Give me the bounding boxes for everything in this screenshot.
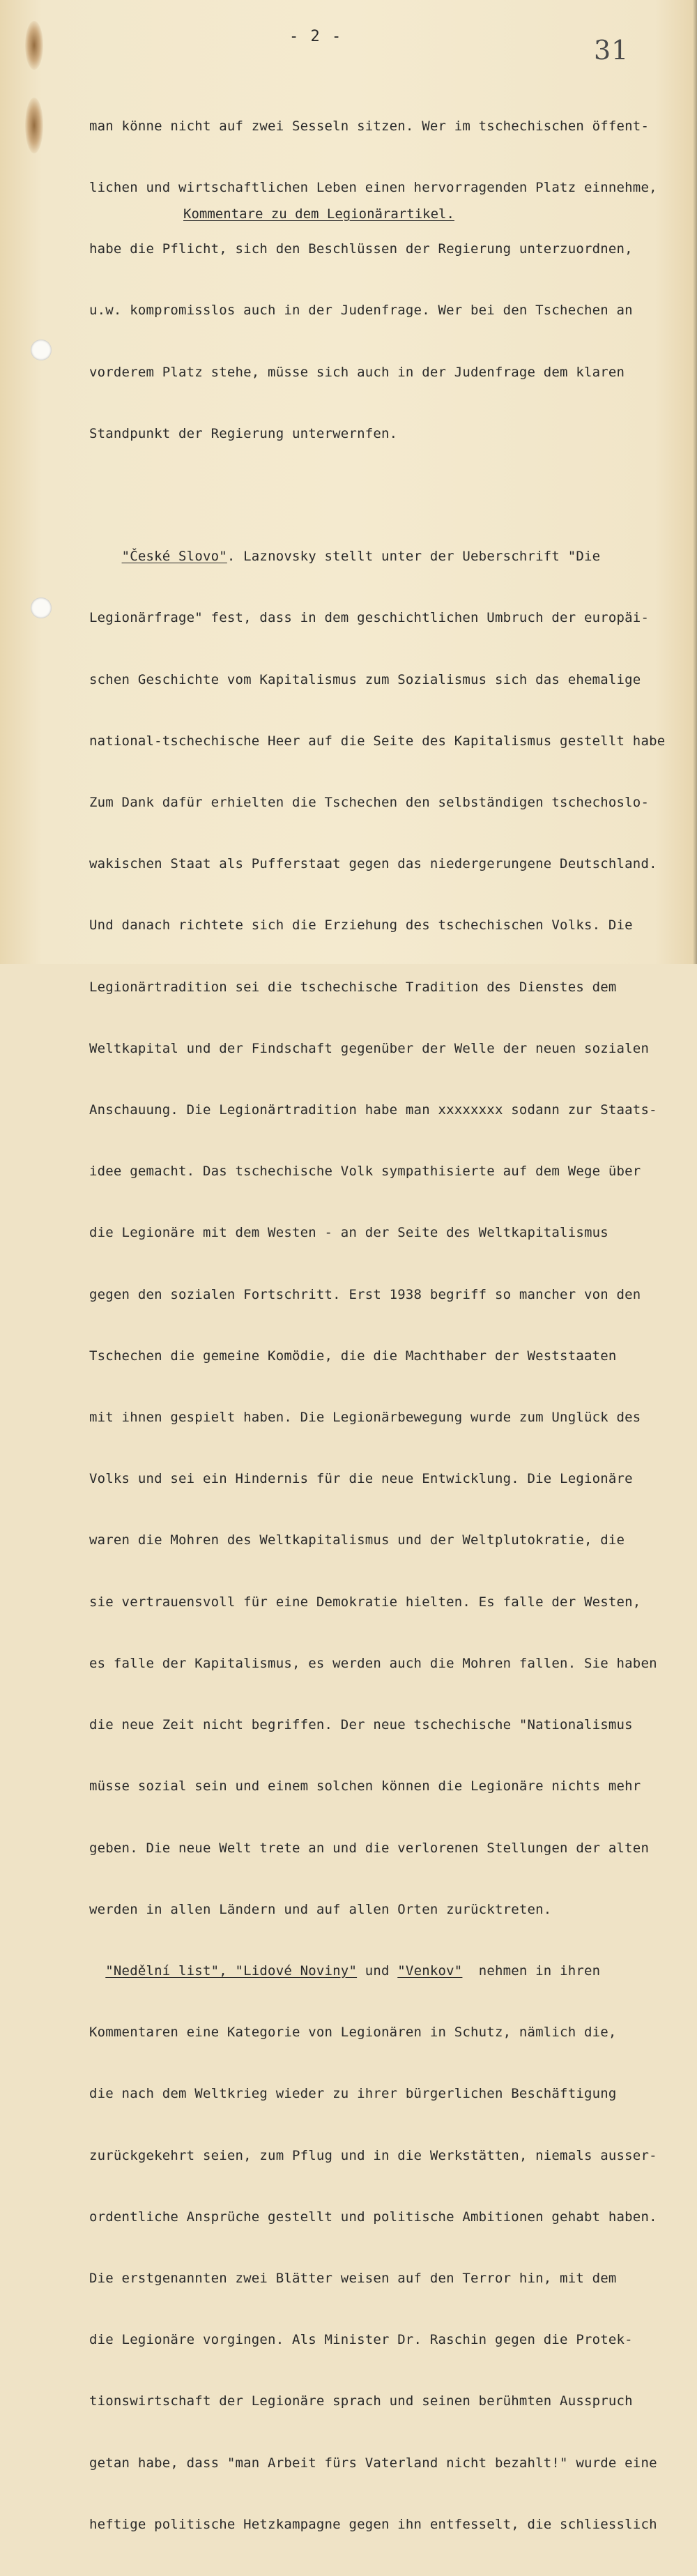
text-line <box>89 1961 682 1981</box>
text-line: Weltkapital und der Findschaft gegenüber der Welle der neuen sozialen <box>89 1040 650 1056</box>
text-line: Legionärfrage" fest, dass in dem geschichtlichen Umbruch der europäi- <box>89 610 650 626</box>
text-line: schen Geschichte vom Kapitalismus zum Sozialismus sich das ehemalige <box>89 671 641 687</box>
rust-stain <box>25 21 43 70</box>
text-line: man könne nicht auf zwei Sesseln sitzen. Wer im tschechischen öffent- <box>89 118 650 134</box>
text-line: es falle der Kapitalismus, es werden auch die Mohren fallen. Sie haben <box>89 1655 657 1671</box>
text-line: wakischen Staat als Pufferstaat gegen das niedergerungene Deutschland. <box>89 856 657 872</box>
rust-stain <box>25 98 43 153</box>
text-line: mit ihnen gespielt haben. Die Legionärbewegung wurde zum Unglück des <box>89 1410 641 1426</box>
text-line: gegen den sozialen Fortschritt. Erst 1938 begriff so mancher von den <box>89 1286 641 1302</box>
text-line: geben. Die neue Welt trete an und die verlorenen Stellungen der alten <box>89 1840 650 1856</box>
text-line: Anschauung. Die Legionärtradition habe man xxxxxxxx sodann zur Staats- <box>89 1102 657 1118</box>
text-fragment: . Laznovsky stellt unter der Ueberschrift "Die <box>227 549 601 565</box>
page-edge-shadow <box>693 0 697 964</box>
text-line: müsse sozial sein und einem solchen können die Legionäre nichts mehr <box>89 1778 641 1794</box>
folio-number: 31 <box>594 35 629 66</box>
document-body <box>89 75 682 2576</box>
text-line: die neue Zeit nicht begriffen. Der neue tschechische "Nationalismus <box>89 1717 633 1733</box>
punch-hole <box>31 340 52 360</box>
text-line: lichen und wirtschaftlichen Leben einen hervorragenden Platz einnehme, <box>89 180 657 196</box>
text-line: ordentliche Ansprüche gestellt und politische Ambitionen gehabt haben. <box>89 2209 657 2225</box>
section-heading: Kommentare zu dem Legionärartikel. <box>183 206 454 222</box>
text-fragment: und <box>357 1963 398 1979</box>
text-fragment: nehmen in ihren <box>462 1963 601 1979</box>
text-line <box>89 547 682 567</box>
text-line: Zum Dank dafür erhielten die Tschechen den selbständigen tschechoslo- <box>89 795 650 811</box>
text-line: sie vertrauensvoll für eine Demokratie hielten. Es falle der Westen, <box>89 1594 641 1610</box>
text-line: die Legionäre mit dem Westen - an der Seite des Weltkapitalismus <box>89 1225 608 1241</box>
text-line: die Legionäre vorgingen. Als Minister Dr. Raschin gegen die Protek- <box>89 2332 633 2348</box>
text-line: die nach dem Weltkrieg wieder zu ihrer bürgerlichen Beschäftigung <box>89 2086 617 2102</box>
text-line: habe die Pflicht, sich den Beschlüssen der Regierung unterzuordnen, <box>89 241 633 257</box>
text-line: zurückgekehrt seien, zum Pflug und in die Werkstätten, niemals ausser- <box>89 2147 657 2163</box>
source-title: "Nedělní list", "Lidové Noviny" <box>105 1963 358 1979</box>
text-line: getan habe, dass "man Arbeit fürs Vaterland nicht bezahlt!" wurde eine <box>89 2455 657 2471</box>
punch-hole <box>31 597 52 618</box>
source-title: "České Slovo" <box>121 549 227 565</box>
text-line: national-tschechische Heer auf die Seite des Kapitalismus gestellt habe <box>89 733 666 749</box>
text-line: idee gemacht. Das tschechische Volk sympathisierte auf dem Wege über <box>89 1164 641 1180</box>
text-line: Und danach richtete sich die Erziehung des tschechischen Volks. Die <box>89 917 633 933</box>
text-line: Kommentaren eine Kategorie von Legionären in Schutz, nämlich die, <box>89 2025 617 2041</box>
text-line: Standpunkt der Regierung unterwernfen. <box>89 425 398 441</box>
heading-spacer <box>89 485 682 505</box>
text-line: waren die Mohren des Weltkapitalismus und der Weltplutokratie, die <box>89 1532 625 1548</box>
page-number: - 2 - <box>289 28 343 45</box>
text-line: vorderem Platz stehe, müsse sich auch in der Judenfrage dem klaren <box>89 364 625 380</box>
text-line: Tschechen die gemeine Komödie, die die Machthaber der Weststaaten <box>89 1348 617 1364</box>
text-line: werden in allen Ländern und auf allen Orten zurücktreten. <box>89 1901 552 1917</box>
text-line: heftige politische Hetzkampagne gegen ihn entfesselt, die schliesslich <box>89 2516 657 2532</box>
source-title: "Venkov" <box>397 1963 463 1979</box>
text-line: u.w. kompromisslos auch in der Judenfrage. Wer bei den Tschechen an <box>89 303 633 319</box>
text-line: tionswirtschaft der Legionäre sprach und seinen berühmten Ausspruch <box>89 2393 633 2409</box>
text-line: Volks und sei ein Hindernis für die neue Entwicklung. Die Legionäre <box>89 1471 633 1487</box>
text-line: Die erstgenannten zwei Blätter weisen auf den Terror hin, mit dem <box>89 2270 617 2286</box>
text-line: Legionärtradition sei die tschechische Tradition des Dienstes dem <box>89 979 617 995</box>
